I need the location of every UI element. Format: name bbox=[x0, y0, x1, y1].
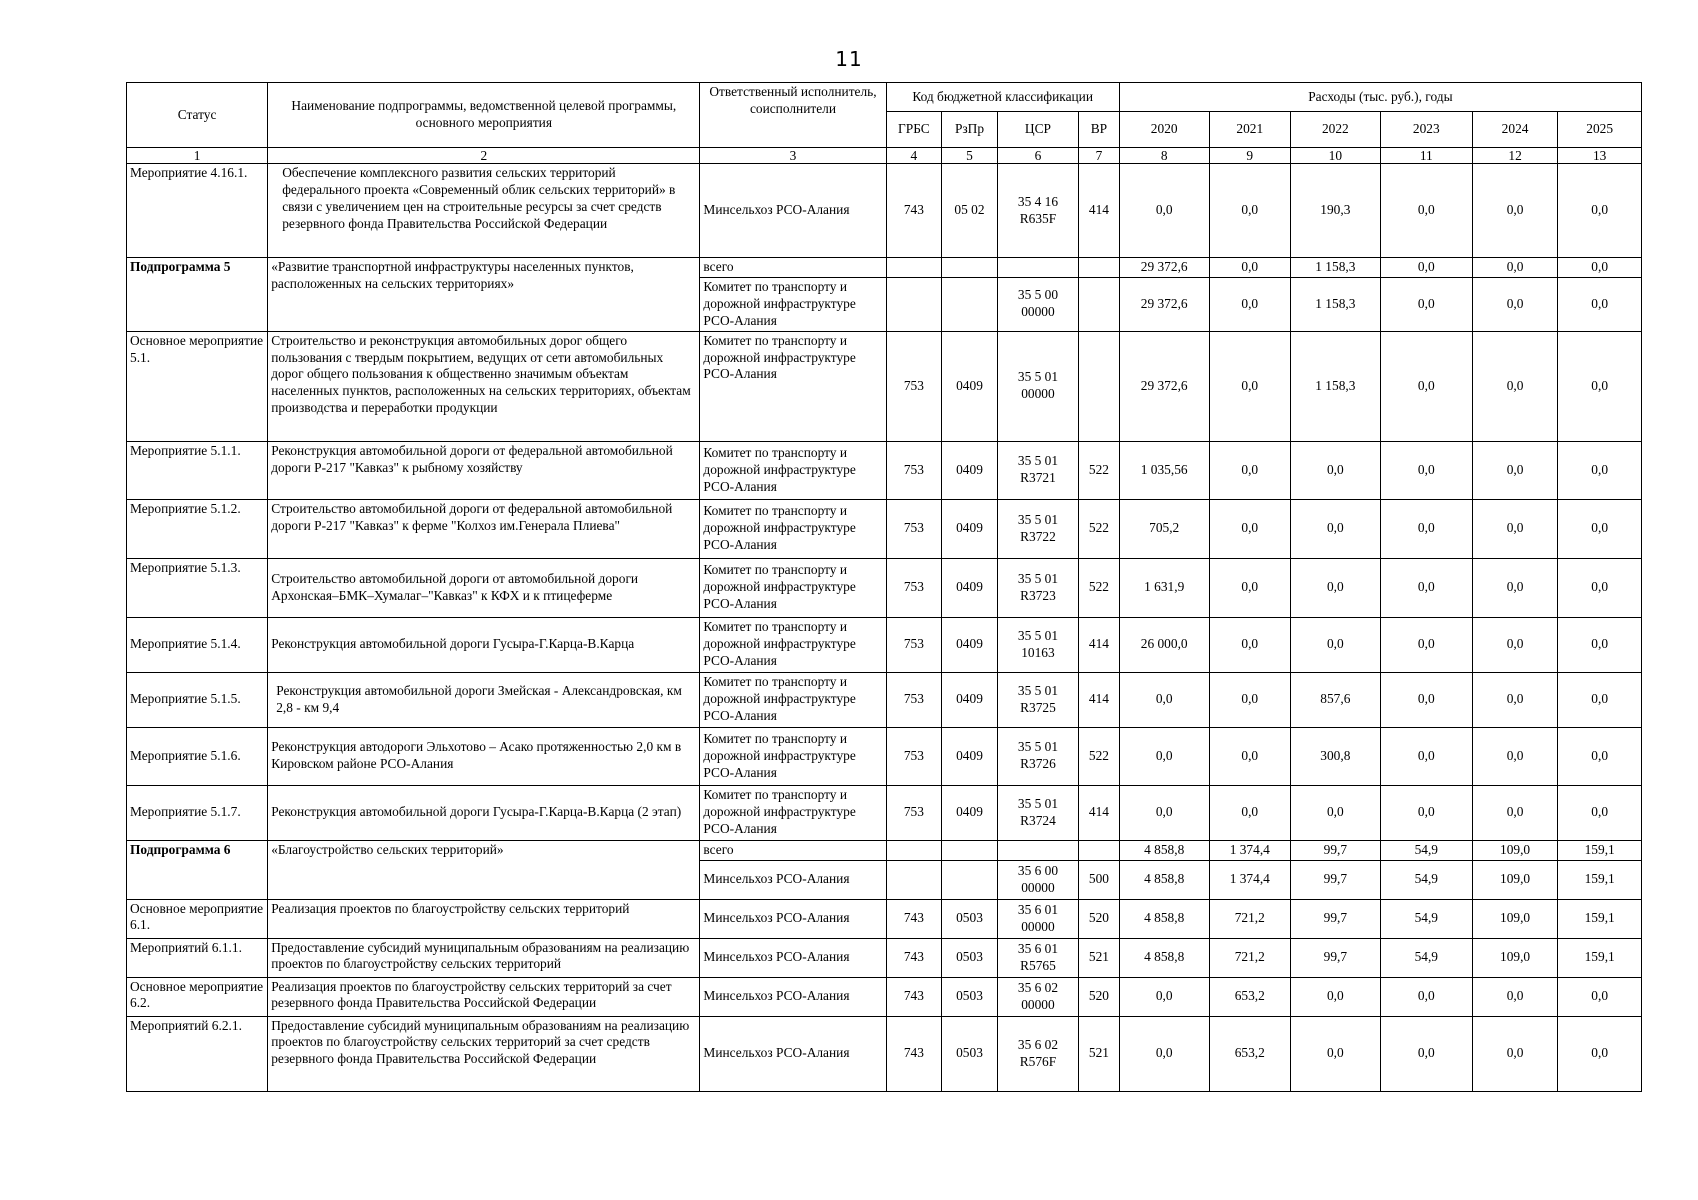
row-value-2021: 0,0 bbox=[1209, 558, 1290, 617]
row-csr: 35 5 01 R3721 bbox=[997, 441, 1078, 499]
row-value-2023: 0,0 bbox=[1380, 258, 1472, 278]
row-csr: 35 5 01 00000 bbox=[997, 331, 1078, 441]
row-value-2024: 0,0 bbox=[1472, 1016, 1558, 1091]
row-value-2023: 0,0 bbox=[1380, 727, 1472, 785]
column-number: 6 bbox=[997, 148, 1078, 164]
row-value-2020: 705,2 bbox=[1119, 499, 1209, 558]
row-executor: Минсельхоз РСО-Алания bbox=[700, 164, 886, 258]
header-csr: ЦСР bbox=[997, 112, 1078, 148]
row-value-2022: 190,3 bbox=[1290, 164, 1380, 258]
row-status: Мероприятие 5.1.5. bbox=[127, 672, 268, 727]
row-value-2023: 0,0 bbox=[1380, 499, 1472, 558]
column-number: 1 bbox=[127, 148, 268, 164]
column-number: 3 bbox=[700, 148, 886, 164]
row-value-2024: 0,0 bbox=[1472, 672, 1558, 727]
row-status: Мероприятие 5.1.6. bbox=[127, 727, 268, 785]
row-executor: Комитет по транспорту и дорожной инфраструктуре РСО-Алания bbox=[700, 727, 886, 785]
row-value-2021: 0,0 bbox=[1209, 727, 1290, 785]
header-executor: Ответственный исполнитель, соисполнители bbox=[700, 83, 886, 148]
row-status: Мероприятие 5.1.2. bbox=[127, 499, 268, 558]
header-year-2020: 2020 bbox=[1119, 112, 1209, 148]
row-value-2023: 0,0 bbox=[1380, 977, 1472, 1016]
column-number: 5 bbox=[942, 148, 998, 164]
row-rzpr: 0503 bbox=[942, 1016, 998, 1091]
row-value-2022: 0,0 bbox=[1290, 1016, 1380, 1091]
row-value-2024: 109,0 bbox=[1472, 840, 1558, 860]
row-grbs: 753 bbox=[886, 727, 942, 785]
row-value-2020: 4 858,8 bbox=[1119, 899, 1209, 938]
row-vr: 521 bbox=[1079, 1016, 1120, 1091]
row-grbs bbox=[886, 278, 942, 332]
row-grbs: 743 bbox=[886, 899, 942, 938]
column-number: 12 bbox=[1472, 148, 1558, 164]
row-grbs: 743 bbox=[886, 977, 942, 1016]
table-row bbox=[127, 558, 1642, 617]
row-value-2022: 0,0 bbox=[1290, 977, 1380, 1016]
header-year-2021: 2021 bbox=[1209, 112, 1290, 148]
row-name: Реконструкция автомобильной дороги Гусыра-Г.Карца-В.Карца (2 этап) bbox=[268, 785, 700, 840]
row-csr: 35 5 01 R3723 bbox=[997, 558, 1078, 617]
row-value-2024: 0,0 bbox=[1472, 977, 1558, 1016]
row-vr bbox=[1079, 840, 1120, 860]
row-csr: 35 5 01 R3722 bbox=[997, 499, 1078, 558]
row-value-2022: 0,0 bbox=[1290, 617, 1380, 672]
row-vr: 521 bbox=[1079, 938, 1120, 977]
row-value-2020: 1 631,9 bbox=[1119, 558, 1209, 617]
row-value-2021: 0,0 bbox=[1209, 672, 1290, 727]
column-number: 4 bbox=[886, 148, 942, 164]
row-name: Строительство и реконструкция автомобильных дорог общего пользования с твердым покрытием, ведущих от сети автомобильных дорог общего пользования к общественно значимым объектам населенных пунктов, расположенных на сельских территориях, объектам производства и переработки продукции bbox=[268, 331, 700, 441]
row-status: Мероприятие 5.1.7. bbox=[127, 785, 268, 840]
row-grbs: 753 bbox=[886, 785, 942, 840]
row-value-2022: 1 158,3 bbox=[1290, 331, 1380, 441]
row-name: Строительство автомобильной дороги от федеральной автомобильной дороги Р-217 "Кавказ" к ферме "Колхоз им.Генерала Плиева" bbox=[268, 499, 700, 558]
header-year-2024: 2024 bbox=[1472, 112, 1558, 148]
row-value-2025: 0,0 bbox=[1558, 258, 1642, 278]
row-vr: 414 bbox=[1079, 617, 1120, 672]
row-vr: 414 bbox=[1079, 672, 1120, 727]
row-name: Предоставление субсидий муниципальным образованиям на реализацию проектов по благоустройству сельских территорий за счет средств резервного фонда Правительства Российской Федерации bbox=[268, 1016, 700, 1091]
header-year-2023: 2023 bbox=[1380, 112, 1472, 148]
row-value-2023: 0,0 bbox=[1380, 441, 1472, 499]
row-value-2020: 4 858,8 bbox=[1119, 860, 1209, 899]
row-value-2020: 0,0 bbox=[1119, 672, 1209, 727]
row-value-2022: 99,7 bbox=[1290, 840, 1380, 860]
row-value-2020: 29 372,6 bbox=[1119, 278, 1209, 332]
row-value-2024: 0,0 bbox=[1472, 785, 1558, 840]
row-name: Реконструкция автодороги Эльхотово – Асако протяженностью 2,0 км в Кировском районе РСО-Алания bbox=[268, 727, 700, 785]
table-row bbox=[127, 977, 1642, 1016]
row-vr: 520 bbox=[1079, 977, 1120, 1016]
table-row bbox=[127, 258, 1642, 278]
row-value-2023: 54,9 bbox=[1380, 840, 1472, 860]
table-row bbox=[127, 617, 1642, 672]
row-executor: Комитет по транспорту и дорожной инфраструктуре РСО-Алания bbox=[700, 558, 886, 617]
row-value-2021: 1 374,4 bbox=[1209, 840, 1290, 860]
row-name: Реконструкция автомобильной дороги Гусыра-Г.Карца-В.Карца bbox=[268, 617, 700, 672]
row-vr: 520 bbox=[1079, 899, 1120, 938]
row-status: Мероприятие 5.1.3. bbox=[127, 558, 268, 617]
column-number: 11 bbox=[1380, 148, 1472, 164]
row-value-2021: 0,0 bbox=[1209, 617, 1290, 672]
header-status: Статус bbox=[127, 83, 268, 148]
row-vr bbox=[1079, 258, 1120, 278]
row-value-2023: 0,0 bbox=[1380, 331, 1472, 441]
row-name: «Благоустройство сельских территорий» bbox=[268, 840, 700, 899]
row-rzpr bbox=[942, 278, 998, 332]
row-value-2025: 0,0 bbox=[1558, 617, 1642, 672]
row-grbs: 743 bbox=[886, 164, 942, 258]
row-executor: всего bbox=[700, 258, 886, 278]
row-csr bbox=[997, 258, 1078, 278]
row-executor: Минсельхоз РСО-Алания bbox=[700, 977, 886, 1016]
table-header bbox=[127, 83, 1642, 164]
row-rzpr: 0409 bbox=[942, 672, 998, 727]
row-value-2022: 1 158,3 bbox=[1290, 278, 1380, 332]
row-executor: Минсельхоз РСО-Алания bbox=[700, 1016, 886, 1091]
table-row bbox=[127, 899, 1642, 938]
row-name: Обеспечение комплексного развития сельских территорий федерального проекта «Современный облик сельских территорий» в связи с увеличением цен на строительные ресурсы за счет средств резервного фонда Правительства Российской Федерации bbox=[268, 164, 700, 258]
row-value-2020: 4 858,8 bbox=[1119, 840, 1209, 860]
row-value-2024: 0,0 bbox=[1472, 617, 1558, 672]
table-row bbox=[127, 840, 1642, 860]
row-value-2025: 0,0 bbox=[1558, 558, 1642, 617]
row-vr: 414 bbox=[1079, 164, 1120, 258]
header-name: Наименование подпрограммы, ведомственной целевой программы, основного мероприятия bbox=[268, 83, 700, 148]
row-executor: Комитет по транспорту и дорожной инфраструктуре РСО-Алания bbox=[700, 672, 886, 727]
header-vr: ВР bbox=[1079, 112, 1120, 148]
row-value-2025: 0,0 bbox=[1558, 727, 1642, 785]
row-value-2021: 0,0 bbox=[1209, 331, 1290, 441]
header-year-2022: 2022 bbox=[1290, 112, 1380, 148]
row-status: Мероприятие 5.1.1. bbox=[127, 441, 268, 499]
header-code-group: Код бюджетной классификации bbox=[886, 83, 1119, 112]
row-value-2023: 0,0 bbox=[1380, 558, 1472, 617]
row-grbs: 753 bbox=[886, 499, 942, 558]
row-csr: 35 5 01 R3724 bbox=[997, 785, 1078, 840]
row-vr: 414 bbox=[1079, 785, 1120, 840]
table-row bbox=[127, 441, 1642, 499]
row-rzpr: 0409 bbox=[942, 331, 998, 441]
row-value-2024: 0,0 bbox=[1472, 331, 1558, 441]
row-csr: 35 6 02 R576F bbox=[997, 1016, 1078, 1091]
row-grbs: 743 bbox=[886, 938, 942, 977]
table-row bbox=[127, 1016, 1642, 1091]
row-executor: Комитет по транспорту и дорожной инфраструктуре РСО-Алания bbox=[700, 785, 886, 840]
header-year-2025: 2025 bbox=[1558, 112, 1642, 148]
row-rzpr bbox=[942, 860, 998, 899]
row-executor: Минсельхоз РСО-Алания bbox=[700, 860, 886, 899]
row-name: «Развитие транспортной инфраструктуры населенных пунктов, расположенных на сельских территориях» bbox=[268, 258, 700, 332]
column-number: 2 bbox=[268, 148, 700, 164]
row-csr: 35 4 16 R635F bbox=[997, 164, 1078, 258]
row-value-2024: 0,0 bbox=[1472, 727, 1558, 785]
row-executor: Минсельхоз РСО-Алания bbox=[700, 899, 886, 938]
row-value-2022: 857,6 bbox=[1290, 672, 1380, 727]
row-grbs: 753 bbox=[886, 331, 942, 441]
row-value-2020: 1 035,56 bbox=[1119, 441, 1209, 499]
row-executor: Комитет по транспорту и дорожной инфраструктуре РСО-Алания bbox=[700, 441, 886, 499]
row-executor: Комитет по транспорту и дорожной инфраструктуре РСО-Алания bbox=[700, 331, 886, 441]
row-value-2023: 0,0 bbox=[1380, 672, 1472, 727]
row-executor: всего bbox=[700, 840, 886, 860]
row-value-2020: 29 372,6 bbox=[1119, 258, 1209, 278]
column-number: 8 bbox=[1119, 148, 1209, 164]
row-value-2023: 0,0 bbox=[1380, 785, 1472, 840]
row-value-2025: 0,0 bbox=[1558, 278, 1642, 332]
row-rzpr: 0409 bbox=[942, 785, 998, 840]
row-value-2024: 0,0 bbox=[1472, 441, 1558, 499]
row-value-2020: 4 858,8 bbox=[1119, 938, 1209, 977]
row-value-2022: 0,0 bbox=[1290, 441, 1380, 499]
row-grbs bbox=[886, 840, 942, 860]
row-value-2021: 0,0 bbox=[1209, 441, 1290, 499]
row-value-2025: 159,1 bbox=[1558, 840, 1642, 860]
row-grbs bbox=[886, 860, 942, 899]
row-csr: 35 5 01 R3725 bbox=[997, 672, 1078, 727]
row-value-2021: 721,2 bbox=[1209, 938, 1290, 977]
row-rzpr: 0409 bbox=[942, 441, 998, 499]
row-rzpr: 0503 bbox=[942, 938, 998, 977]
row-grbs: 743 bbox=[886, 1016, 942, 1091]
row-status: Основное мероприятие 6.1. bbox=[127, 899, 268, 938]
column-number: 7 bbox=[1079, 148, 1120, 164]
column-number: 10 bbox=[1290, 148, 1380, 164]
row-value-2025: 0,0 bbox=[1558, 499, 1642, 558]
header-spend-group: Расходы (тыс. руб.), годы bbox=[1119, 83, 1641, 112]
row-value-2020: 0,0 bbox=[1119, 727, 1209, 785]
row-name: Реконструкция автомобильной дороги от федеральной автомобильной дороги Р-217 "Кавказ" к рыбному хозяйству bbox=[268, 441, 700, 499]
row-value-2025: 0,0 bbox=[1558, 785, 1642, 840]
row-grbs: 753 bbox=[886, 672, 942, 727]
row-value-2022: 99,7 bbox=[1290, 938, 1380, 977]
header-grbs: ГРБС bbox=[886, 112, 942, 148]
row-vr: 522 bbox=[1079, 499, 1120, 558]
column-number: 13 bbox=[1558, 148, 1642, 164]
row-rzpr: 0503 bbox=[942, 899, 998, 938]
row-vr: 522 bbox=[1079, 441, 1120, 499]
row-value-2024: 109,0 bbox=[1472, 860, 1558, 899]
row-value-2024: 0,0 bbox=[1472, 558, 1558, 617]
row-value-2022: 0,0 bbox=[1290, 558, 1380, 617]
row-rzpr: 0409 bbox=[942, 727, 998, 785]
row-rzpr: 05 02 bbox=[942, 164, 998, 258]
row-value-2023: 0,0 bbox=[1380, 278, 1472, 332]
row-vr bbox=[1079, 278, 1120, 332]
row-grbs bbox=[886, 258, 942, 278]
row-value-2023: 54,9 bbox=[1380, 938, 1472, 977]
row-value-2020: 0,0 bbox=[1119, 1016, 1209, 1091]
row-value-2023: 54,9 bbox=[1380, 899, 1472, 938]
row-status: Подпрограмма 5 bbox=[127, 258, 268, 332]
table-row bbox=[127, 164, 1642, 258]
row-value-2025: 0,0 bbox=[1558, 164, 1642, 258]
table-body bbox=[127, 164, 1642, 1092]
row-value-2025: 0,0 bbox=[1558, 331, 1642, 441]
row-value-2021: 721,2 bbox=[1209, 899, 1290, 938]
row-value-2024: 109,0 bbox=[1472, 938, 1558, 977]
row-executor: Комитет по транспорту и дорожной инфраструктуре РСО-Алания bbox=[700, 499, 886, 558]
table-row bbox=[127, 727, 1642, 785]
row-status: Основное мероприятие 5.1. bbox=[127, 331, 268, 441]
table-row bbox=[127, 499, 1642, 558]
row-csr: 35 5 01 10163 bbox=[997, 617, 1078, 672]
row-rzpr: 0409 bbox=[942, 617, 998, 672]
row-value-2022: 99,7 bbox=[1290, 860, 1380, 899]
row-value-2025: 0,0 bbox=[1558, 672, 1642, 727]
row-value-2021: 0,0 bbox=[1209, 499, 1290, 558]
row-vr: 500 bbox=[1079, 860, 1120, 899]
column-number-row bbox=[127, 148, 1642, 164]
row-value-2021: 1 374,4 bbox=[1209, 860, 1290, 899]
row-status: Основное мероприятие 6.2. bbox=[127, 977, 268, 1016]
table-row bbox=[127, 672, 1642, 727]
row-value-2025: 0,0 bbox=[1558, 977, 1642, 1016]
row-value-2021: 0,0 bbox=[1209, 258, 1290, 278]
row-value-2021: 0,0 bbox=[1209, 164, 1290, 258]
row-value-2023: 0,0 bbox=[1380, 617, 1472, 672]
row-rzpr: 0409 bbox=[942, 558, 998, 617]
row-csr: 35 6 02 00000 bbox=[997, 977, 1078, 1016]
row-value-2023: 0,0 bbox=[1380, 1016, 1472, 1091]
row-csr: 35 5 01 R3726 bbox=[997, 727, 1078, 785]
row-rzpr: 0503 bbox=[942, 977, 998, 1016]
row-value-2023: 54,9 bbox=[1380, 860, 1472, 899]
row-rzpr bbox=[942, 258, 998, 278]
row-value-2024: 0,0 bbox=[1472, 258, 1558, 278]
row-value-2022: 99,7 bbox=[1290, 899, 1380, 938]
row-value-2021: 0,0 bbox=[1209, 785, 1290, 840]
row-value-2021: 653,2 bbox=[1209, 977, 1290, 1016]
row-executor: Комитет по транспорту и дорожной инфраструктуре РСО-Алания bbox=[700, 617, 886, 672]
row-vr: 522 bbox=[1079, 558, 1120, 617]
row-value-2020: 0,0 bbox=[1119, 164, 1209, 258]
row-vr bbox=[1079, 331, 1120, 441]
row-value-2020: 0,0 bbox=[1119, 977, 1209, 1016]
table-row bbox=[127, 785, 1642, 840]
row-name: Предоставление субсидий муниципальным образованиям на реализацию проектов по благоустройству сельских территорий bbox=[268, 938, 700, 977]
row-grbs: 753 bbox=[886, 617, 942, 672]
row-value-2021: 653,2 bbox=[1209, 1016, 1290, 1091]
row-csr bbox=[997, 840, 1078, 860]
row-name: Реализация проектов по благоустройству сельских территорий bbox=[268, 899, 700, 938]
row-value-2025: 0,0 bbox=[1558, 441, 1642, 499]
row-name: Реализация проектов по благоустройству сельских территорий за счет резервного фонда Правительства Российской Федерации bbox=[268, 977, 700, 1016]
row-value-2025: 159,1 bbox=[1558, 899, 1642, 938]
row-status: Мероприятие 4.16.1. bbox=[127, 164, 268, 258]
row-csr: 35 5 00 00000 bbox=[997, 278, 1078, 332]
row-rzpr: 0409 bbox=[942, 499, 998, 558]
row-status: Мероприятий 6.2.1. bbox=[127, 1016, 268, 1091]
table-row bbox=[127, 938, 1642, 977]
row-value-2022: 300,8 bbox=[1290, 727, 1380, 785]
row-value-2025: 159,1 bbox=[1558, 938, 1642, 977]
row-name: Реконструкция автомобильной дороги Змейская - Александровская, км 2,8 - км 9,4 bbox=[268, 672, 700, 727]
row-value-2024: 109,0 bbox=[1472, 899, 1558, 938]
row-value-2022: 0,0 bbox=[1290, 785, 1380, 840]
row-value-2021: 0,0 bbox=[1209, 278, 1290, 332]
row-value-2020: 0,0 bbox=[1119, 785, 1209, 840]
row-status: Подпрограмма 6 bbox=[127, 840, 268, 899]
row-value-2022: 1 158,3 bbox=[1290, 258, 1380, 278]
row-name: Строительство автомобильной дороги от автомобильной дороги Архонская–БМК–Хумалаг–"Кавказ" к КФХ и к птицеферме bbox=[268, 558, 700, 617]
row-executor: Комитет по транспорту и дорожной инфраструктуре РСО-Алания bbox=[700, 278, 886, 332]
row-status: Мероприятие 5.1.4. bbox=[127, 617, 268, 672]
row-grbs: 753 bbox=[886, 441, 942, 499]
row-value-2024: 0,0 bbox=[1472, 164, 1558, 258]
row-value-2025: 0,0 bbox=[1558, 1016, 1642, 1091]
table-row bbox=[127, 331, 1642, 441]
row-vr: 522 bbox=[1079, 727, 1120, 785]
row-value-2024: 0,0 bbox=[1472, 278, 1558, 332]
row-value-2022: 0,0 bbox=[1290, 499, 1380, 558]
row-status: Мероприятий 6.1.1. bbox=[127, 938, 268, 977]
row-value-2020: 26 000,0 bbox=[1119, 617, 1209, 672]
row-csr: 35 6 01 R5765 bbox=[997, 938, 1078, 977]
row-executor: Минсельхоз РСО-Алания bbox=[700, 938, 886, 977]
header-rzpr: РзПр bbox=[942, 112, 998, 148]
budget-table bbox=[126, 82, 1642, 1092]
row-csr: 35 6 00 00000 bbox=[997, 860, 1078, 899]
column-number: 9 bbox=[1209, 148, 1290, 164]
row-value-2025: 159,1 bbox=[1558, 860, 1642, 899]
row-value-2020: 29 372,6 bbox=[1119, 331, 1209, 441]
row-value-2024: 0,0 bbox=[1472, 499, 1558, 558]
page-number: 11 bbox=[835, 47, 863, 71]
row-grbs: 753 bbox=[886, 558, 942, 617]
row-csr: 35 6 01 00000 bbox=[997, 899, 1078, 938]
row-value-2023: 0,0 bbox=[1380, 164, 1472, 258]
row-rzpr bbox=[942, 840, 998, 860]
